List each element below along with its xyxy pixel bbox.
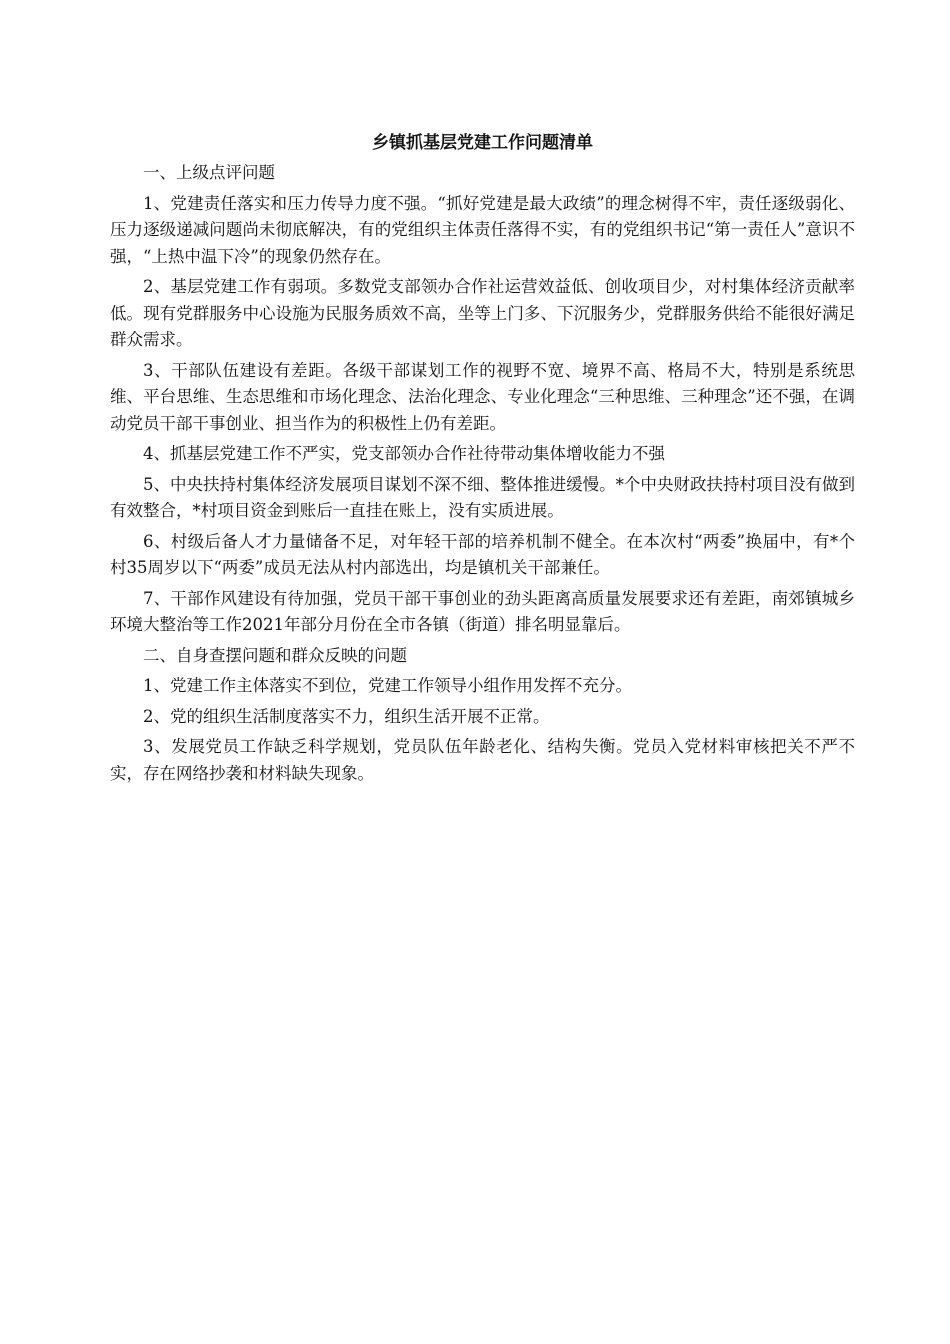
section2-item-3: 3、发展党员工作缺乏科学规划，党员队伍年龄老化、结构失衡。党员入党材料审核把关不严不实，存在网络抄袭和材料缺失现象。 [110, 737, 855, 783]
section1-item-3: 3、干部队伍建设有差距。各级干部谋划工作的视野不宽、境界不高、格局不大，特别是系统思维、平台思维、生态思维和市场化理念、法治化理念、专业化理念“三种思维、三种理念”还不强，在调动党员干部干事创业、担当作为的积极性上仍有差距。 [110, 360, 855, 433]
section-heading-1: 一、上级点评问题 [143, 163, 275, 182]
section2-item-1: 1、党建工作主体落实不到位，党建工作领导小组作用发挥不充分。 [143, 676, 632, 695]
document-body [110, 128, 855, 791]
section1-item-5: 5、中央扶持村集体经济发展项目谋划不深不细、整体推进缓慢。*个中央财政扶持村项目没有做到有效整合，*村项目资金到账后一直挂在账上，没有实质进展。 [110, 474, 855, 520]
section1-item-6: 6、村级后备人才力量储备不足，对年轻干部的培养机制不健全。在本次村“两委”换届中，有*个村35周岁以下“两委”成员无法从村内部选出，均是镇机关干部兼任。 [110, 531, 855, 577]
section1-item-4: 4、抓基层党建工作不严实，党支部领办合作社待带动集体增收能力不强 [143, 444, 665, 463]
section1-item-7: 7、干部作风建设有待加强，党员干部干事创业的劲头距离高质量发展要求还有差距，南郊镇城乡环境大整治等工作2021年部分月份在全市各镇（街道）排名明显靠后。 [110, 588, 855, 634]
section2-item-2: 2、党的组织生活制度落实不力，组织生活开展不正常。 [143, 706, 550, 726]
section1-item-2: 2、基层党建工作有弱项。多数党支部领办合作社运营效益低、创收项目少，对村集体经济贡献率低。现有党群服务中心设施为民服务质效不高，坐等上门多、下沉服务少，党群服务供给不能很好满足群众需求。 [110, 277, 855, 349]
section1-item-1: 1、党建责任落实和压力传导力度不强。“抓好党建是最大政绩”的理念树得不牢，责任逐级弱化、压力逐级递减问题尚未彻底解决，有的党组织主体责任落得不实，有的党组织书记“第一责任人”意识不强，“上热中温下冷”的现象仍然存在。 [110, 193, 855, 266]
document-title: 乡镇抓基层党建工作问题清单 [372, 133, 593, 153]
section-heading-2: 二、自身查摆问题和群众反映的问题 [143, 645, 407, 665]
